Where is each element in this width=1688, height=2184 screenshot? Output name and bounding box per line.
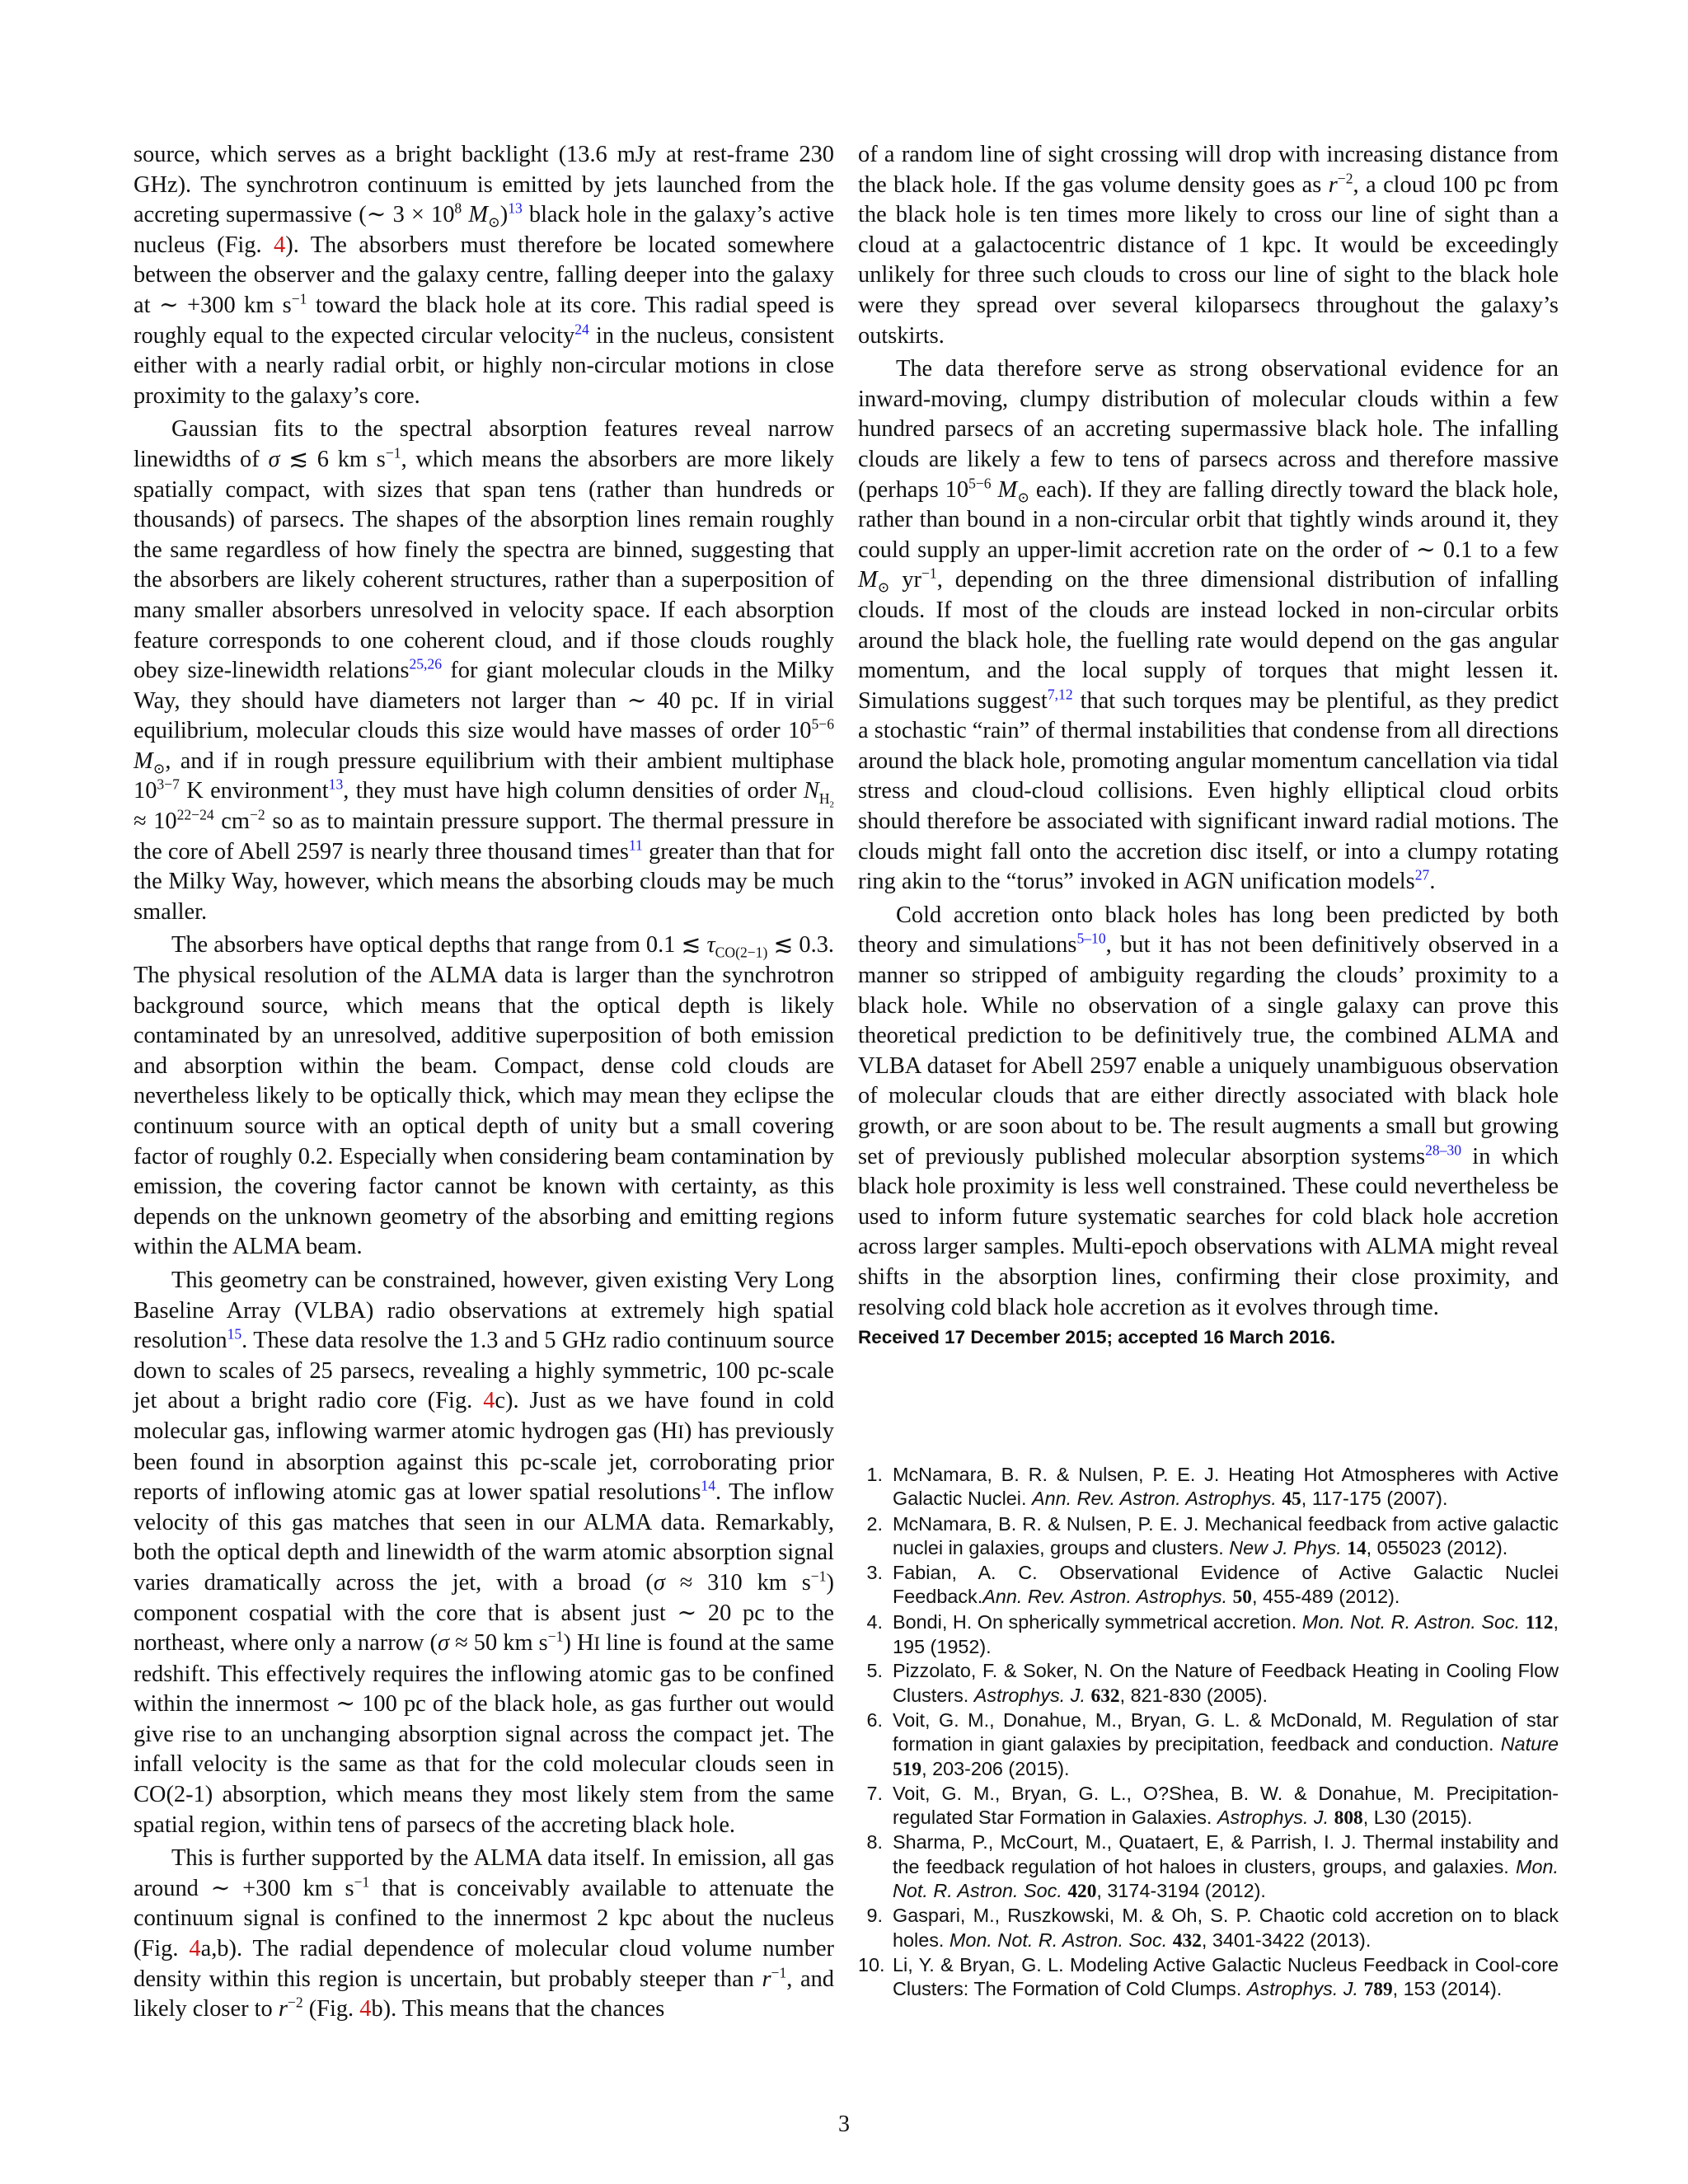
citation-link[interactable]: 27: [1414, 866, 1430, 883]
citation-link[interactable]: 5–10: [1076, 930, 1106, 947]
paragraph: of a random line of sight crossing will drop with increasing distance from the black hole. If the gas volume density goes as $r^{-2}$, a cloud 100 pc from the black hole is ten times more likely to cross our line of sight than a cloud at a galactocentric distance of 1 kpc. It would be exceedingly unlikely for three such clouds to cross our line of sight to the black hole were they spread over several kiloparsecs throughout the galaxy’s outskirts.: [858, 142, 1559, 349]
reference-item: [858, 1610, 1559, 1660]
reference-number: 10.: [858, 1953, 885, 1975]
reference-text: Pizzolato, F. & Soker, N. On the Nature of Feedback Heating in Cooling Flow Clusters. Astrophys. J. 632, 821-830 (2005).: [893, 1660, 1559, 1707]
reference-text: Bondi, H. On spherically symmetrical accretion. Mon. Not. R. Astron. Soc. 112, 195 (1952).: [893, 1610, 1559, 1658]
reference-number: 7.: [866, 1782, 883, 1804]
citation-link[interactable]: 24: [574, 321, 589, 338]
reference-number: 5.: [866, 1660, 883, 1682]
reference-number: 3.: [866, 1562, 883, 1584]
paragraph: source, which serves as a bright backlight (13.6 mJy at rest-frame 230 GHz). The synchrotron continuum is emitted by jets launched from the accreting supermassive (∼ $3 \times 10^8$ $M_⊙)^{13}$ black hole in the galaxy’s active nucleus (Fig. 4). The absorbers must therefore be located somewhere between the observer and the galaxy centre, falling deeper into the galaxy at ∼ +300 km $s^{-1}$ toward the black hole at its core. This radial speed is roughly equal to the expected circular velocity$^{24}$ in the nucleus, consistent either with a nearly radial orbit, or highly non-circular motions in close proximity to the galaxy’s core.: [134, 142, 834, 409]
left-column: [134, 140, 834, 2025]
page-number: 3: [838, 2111, 850, 2137]
citation-link[interactable]: 25,26: [409, 655, 443, 673]
reference-text: Fabian, A. C. Observational Evidence of Active Galactic Nuclei Feedback.Ann. Rev. Astron. Astrophys. 50, 455-489 (2012).: [893, 1562, 1559, 1609]
reference-number: 2.: [866, 1512, 883, 1535]
reference-number: 6.: [866, 1708, 883, 1731]
reference-text: McNamara, B. R. & Nulsen, P. E. J. Mechanical feedback from active galactic nuclei in galaxies, groups and clusters. New J. Phys. 14, 055023 (2012).: [893, 1512, 1559, 1559]
paragraph: This is further supported by the ALMA data itself. In emission, all gas around ∼ +300 km $s^{-1}$ that is conceivably available to attenuate the continuum signal is confined to the innermost 2 kpc about the nucleus (Fig. 4a,b). The radial dependence of molecular cloud volume number density within this region is uncertain, but probably steeper than $r^{-1}$, and likely closer to $r^{-2}$ (Fig. 4b). This means that the chances: [134, 1845, 835, 2022]
citation-link[interactable]: 7,12: [1047, 686, 1073, 703]
paragraph: This geometry can be constrained, however, given existing Very Long Baseline Array (VLBA) radio observations at extremely high spatial resolution$^{15}$. These data resolve the 1.3 and 5 GHz radio continuum source down to scales of 25 parsecs, revealing a highly symmetric, 100 pc-scale jet about a bright radio core (Fig. 4c). Just as we have found in cold molecular gas, inflowing warmer atomic hydrogen gas (HI) has previously been found in absorption against this pc-scale jet, corroborating prior reports of inflowing atomic gas at lower spatial resolutions$^{14}$. The inflow velocity of this gas matches that seen in our ALMA data. Remarkably, both the optical depth and linewidth of the warm atomic absorption signal varies dramatically across the jet, with a broad (σ ≈ 310 km $s^{-1}$) component cospatial with the core that is absent just ∼ 20 pc to the northeast, where only a narrow (σ ≈ 50 km $s^{-1}$) HI line is found at the same redshift. This effectively requires the inflowing atomic gas to be confined within the innermost ∼ 100 pc of the black hole, as gas further out would give rise to an unchanging absorption signal across the compact jet. The infall velocity is the same as that for the cold molecular clouds seen in CO(2-1) absorption, which means they most likely stem from the same spatial region, within tens of parsecs of the accreting black hole.: [134, 1267, 835, 1838]
citation-link[interactable]: 15: [227, 1325, 242, 1343]
paragraph: Cold accretion onto black holes has long been predicted by both theory and simulations$^{5-10}$, but it has not been definitively observed in a manner so stripped of ambiguity regarding the clouds’ proximity to a black hole. While no observation of a single galaxy can prove this theoretical prediction to be definitively true, the combined ALMA and VLBA dataset for Abell 2597 enable a uniquely unambiguous observation of molecular clouds that are either directly associated with black hole growth, or are soon about to be. The result augments a small but growing set of previously published molecular absorption systems$^{28-30}$ in which black hole proximity is less well constrained. These could nevertheless be used to inform future systematic searches for cold black hole accretion across larger samples. Multi-epoch observations with ALMA might reveal shifts in the absorption lines, confirming their close proximity, and resolving cold black hole accretion as it evolves through time.: [858, 902, 1559, 1320]
reference-number: 4.: [866, 1610, 883, 1633]
reference-number: 1.: [866, 1464, 883, 1485]
citation-link[interactable]: 13: [328, 776, 344, 793]
reference-text: Voit, G. M., Bryan, G. L., O?Shea, B. W. & Donahue, M. Precipitation-regulated Star Formation in Galaxies. Astrophys. J. 808, L30 (2015).: [893, 1782, 1559, 1830]
figure-link[interactable]: 4: [274, 232, 286, 258]
figure-link[interactable]: 4: [483, 1388, 495, 1414]
reference-text: McNamara, B. R. & Nulsen, P. E. J. Heating Hot Atmospheres with Active Galactic Nuclei. Ann. Rev. Astron. Astrophys. 45, 117-175 (2007).: [893, 1464, 1559, 1511]
figure-link[interactable]: 4: [359, 1996, 372, 2022]
received-date: Received 17 December 2015; accepted 16 March 2016.: [858, 1327, 1336, 1348]
figure-link[interactable]: 4: [189, 1936, 201, 1962]
reference-item: [858, 1953, 1559, 2003]
reference-item: [858, 1659, 1559, 1708]
paragraph: Gaussian fits to the spectral absorption features reveal narrow linewidths of σ ≲ 6 km $s^{-1}$, which means the absorbers are more likely spatially compact, with sizes that span tens (rather than hundreds or thousands) of parsecs. The shapes of the absorption lines remain roughly the same regardless of how finely the spectra are binned, suggesting that the absorbers are likely coherent structures, rather than a superposition of many smaller absorbers unresolved in velocity space. If each absorption feature corresponds to one coherent cloud, and if those clouds roughly obey size-linewidth relations$^{25,26}$ for giant molecular clouds in the Milky Way, they should have diameters not larger than ∼ 40 pc. If in virial equilibrium, molecular clouds this size would have masses of order $10^{5-6}$ $M_⊙$, and if in rough pressure equilibrium with their ambient multiphase $10^{3-7}$ K environment$^{13}$, they must have high column densities of order $N_{H_2} \approx 10^{22-24}$ $cm^{-2}$ so as to maintain pressure support. The thermal pressure in the core of Abell 2597 is nearly three thousand times$^{11}$ greater than that for the Milky Way, however, which means the absorbing clouds may be much smaller.: [134, 416, 834, 925]
reference-text: Li, Y. & Bryan, G. L. Modeling Active Galactic Nucleus Feedback in Cool-core Clusters: The Formation of Cold Clumps. Astrophys. J. 789, 153 (2014).: [893, 1953, 1559, 2001]
citation-link[interactable]: 28–30: [1425, 1141, 1462, 1159]
reference-number: 9.: [866, 1905, 883, 1927]
citation-link[interactable]: 14: [701, 1477, 716, 1494]
reference-item: [858, 1512, 1559, 1562]
reference-item: [858, 1561, 1559, 1610]
reference-item: [858, 1830, 1559, 1904]
reference-number: 8.: [866, 1831, 883, 1854]
citation-link[interactable]: 13: [508, 199, 523, 217]
reference-list: [858, 1463, 1559, 2003]
reference-item: [858, 1463, 1559, 1512]
reference-item: [858, 1782, 1559, 1831]
citation-link[interactable]: 11: [628, 837, 643, 854]
reference-item: [858, 1708, 1559, 1782]
reference-text: Gaspari, M., Ruszkowski, M. & Oh, S. P. Chaotic cold accretion on to black holes. Mon. Not. R. Astron. Soc. 432, 3401-3422 (2013).: [893, 1905, 1559, 1952]
reference-text: Voit, G. M., Donahue, M., Bryan, G. L. & McDonald, M. Regulation of star formation in giant galaxies by precipitation, feedback and conduction. Nature 519, 203-206 (2015).: [893, 1708, 1559, 1780]
paragraph: The absorbers have optical depths that range from 0.1 ≲ $\tau_{CO(2-1)}$ ≲ 0.3. The physical resolution of the ALMA data is larger than the synchrotron background source, which means that the optical depth is likely contaminated by an unresolved, additive superposition of both emission and absorption within the beam. Compact, dense cold clouds are nevertheless likely to be optically thick, which may mean they eclipse the continuum source with an optical depth of unity but a small covering factor of roughly 0.2. Especially when considering beam contamination by emission, the covering factor cannot be known with certainty, as this depends on the unknown geometry of the absorbing and emitting regions within the ALMA beam.: [134, 932, 834, 1260]
reference-item: [858, 1904, 1559, 1953]
reference-text: Sharma, P., McCourt, M., Quataert, E, & Parrish, I. J. Thermal instability and the feedback regulation of hot haloes in clusters, groups, and galaxies. Mon. Not. R. Astron. Soc. 420, 3174-3194 (2012).: [893, 1831, 1559, 1903]
right-column: [858, 140, 1559, 1349]
paragraph: The data therefore serve as strong observational evidence for an inward-moving, clumpy distribution of molecular clouds within a few hundred parsecs of an accreting supermassive black hole. The infalling clouds are likely a few to tens of parsecs across and therefore massive (perhaps $10^{5-6}$ $M_⊙$ each). If they are falling directly toward the black hole, rather than bound in a non-circular orbit that tightly winds around it, they could supply an upper-limit accretion rate on the order of ∼ 0.1 to a few $M_⊙$ $yr^{-1}$, depending on the three dimensional distribution of infalling clouds. If most of the clouds are instead locked in non-circular orbits around the black hole, the fuelling rate would depend on the gas angular momentum, and the local supply of torques that might lessen it. Simulations suggest$^{7,12}$ that such torques may be plentiful, as they predict a stochastic “rain” of thermal instabilities that condense from all directions around the black hole, promoting angular momentum cancellation via tidal stress and cloud-cloud collisions. Even highly elliptical cloud orbits should therefore be associated with significant inward radial motions. The clouds might fall onto the accretion disc itself, or into a clumpy rotating ring akin to the “torus” invoked in AGN unification models$^{27}$.: [858, 356, 1559, 895]
